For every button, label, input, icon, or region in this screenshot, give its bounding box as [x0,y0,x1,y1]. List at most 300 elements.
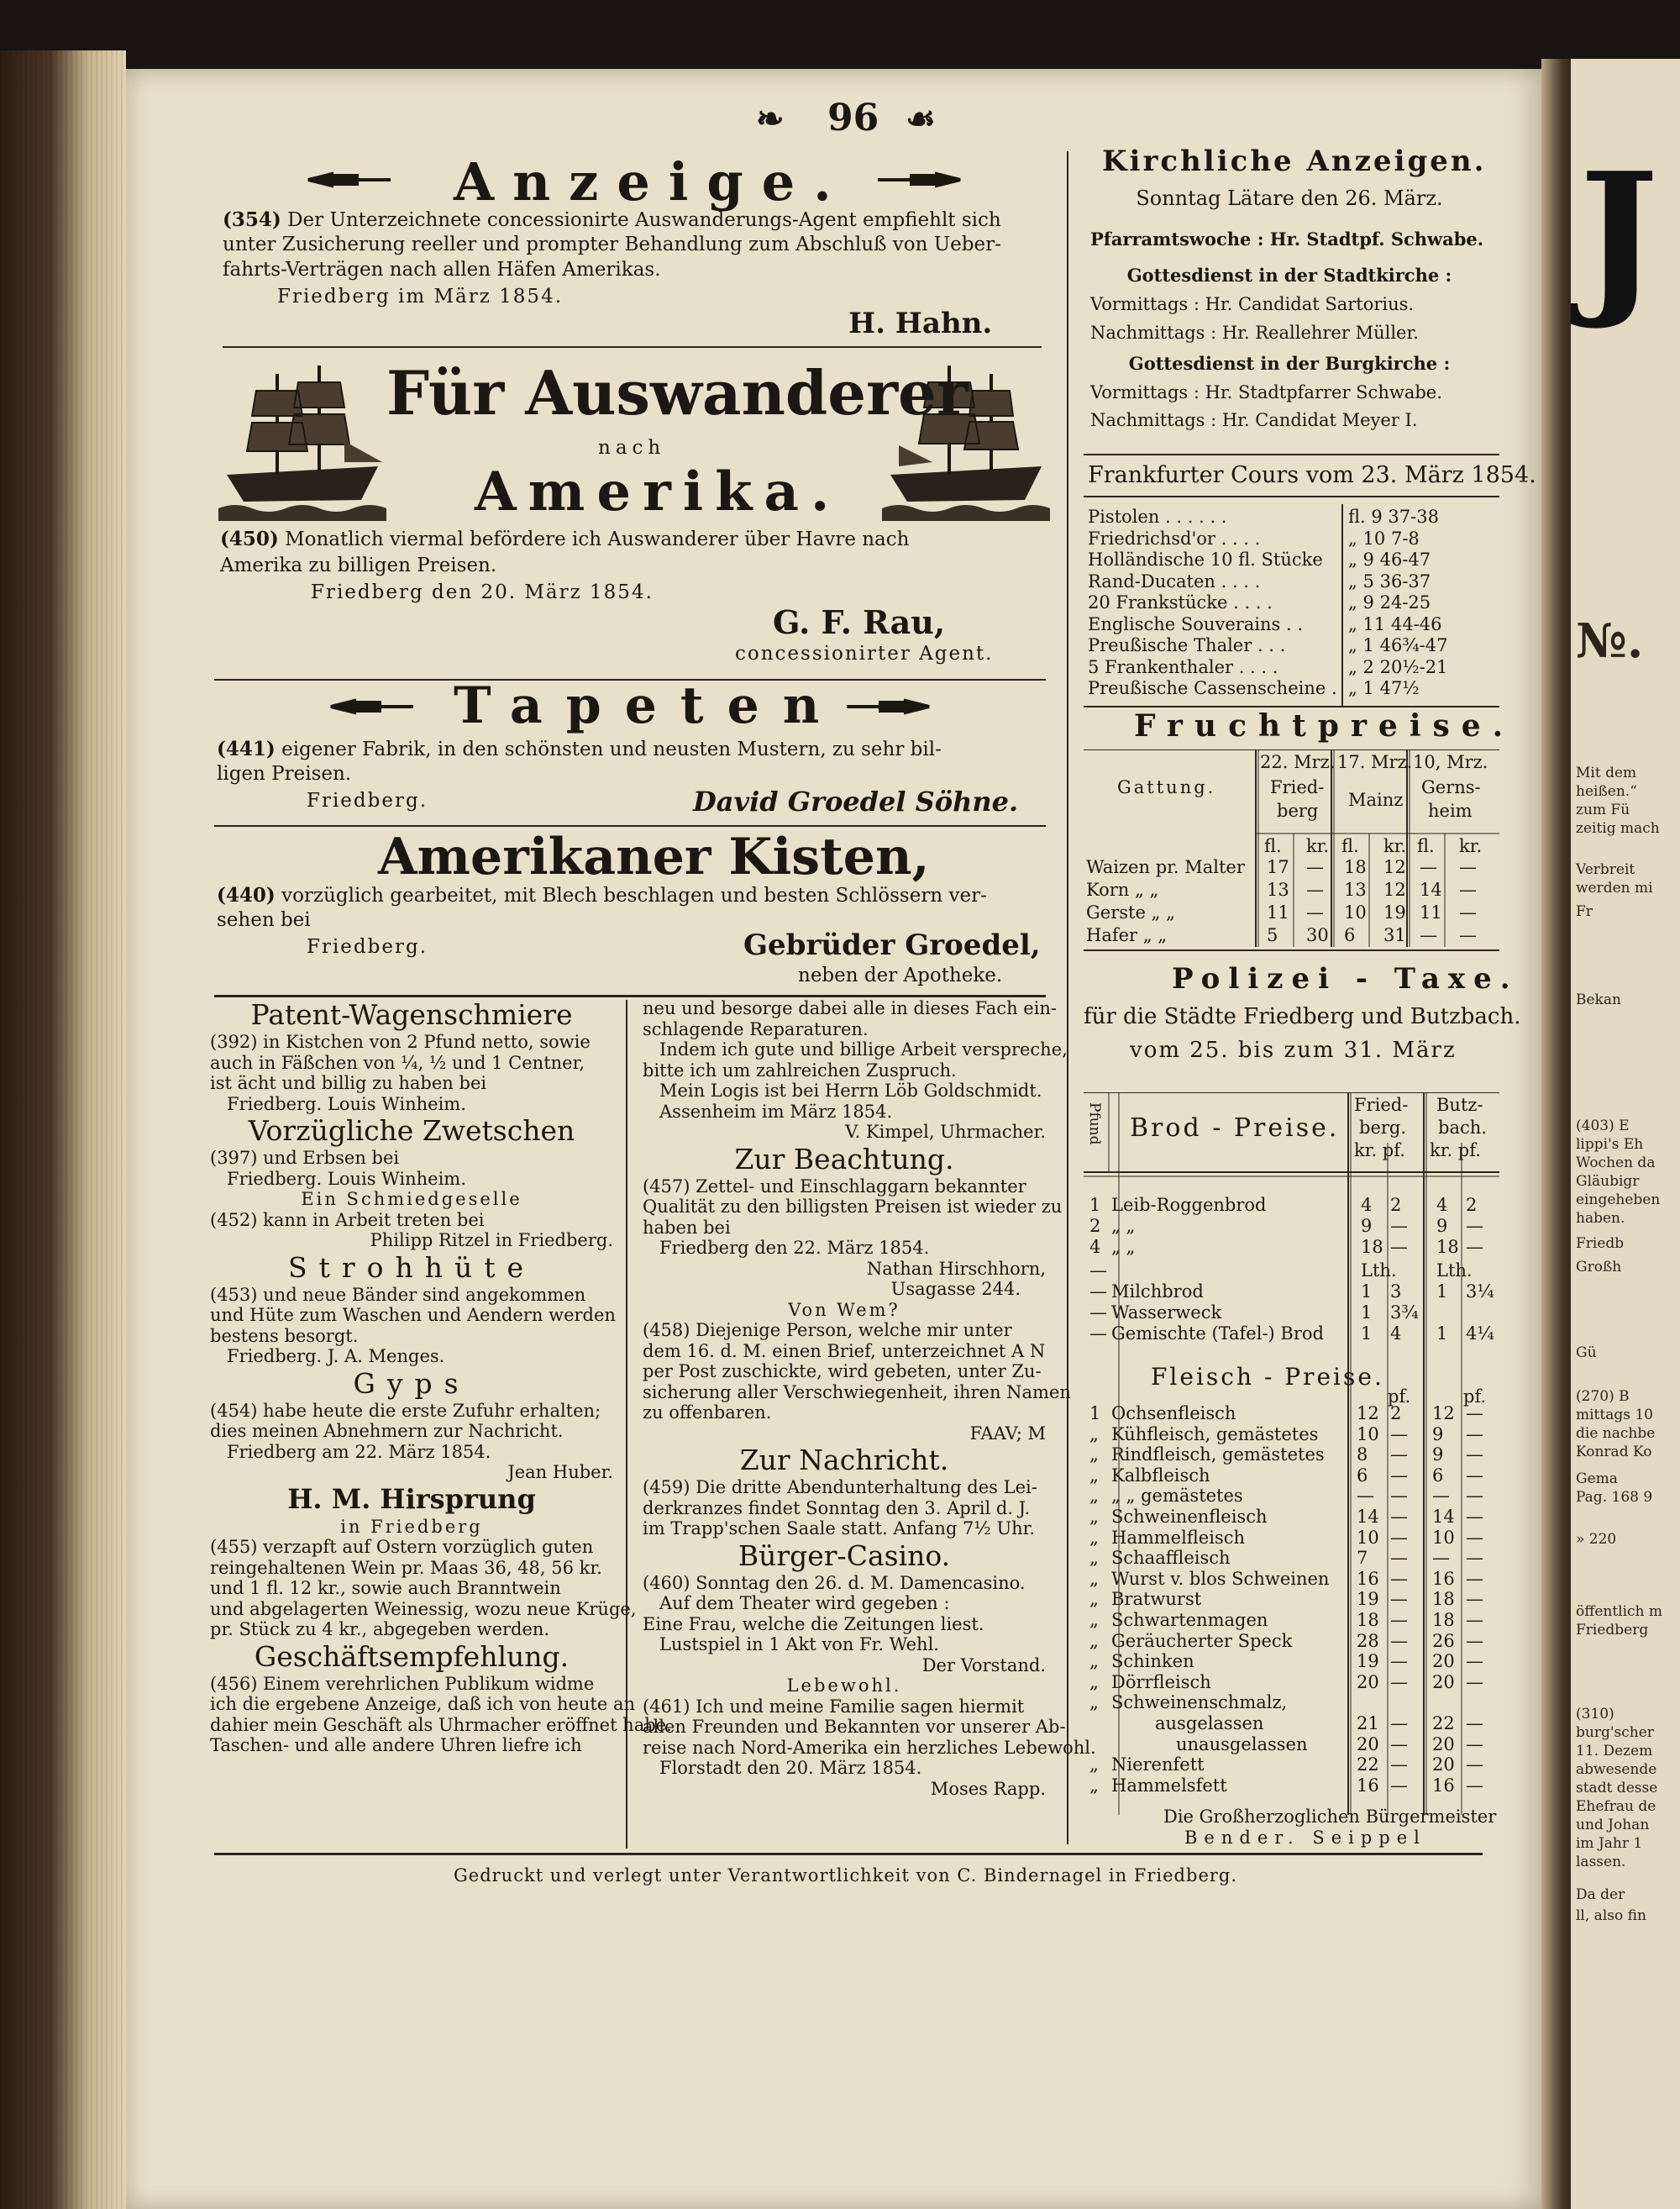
ad-line: dies meinen Abnehmern zur Nachricht. [210,1421,564,1441]
ad-line: Taschen- und alle andere Uhren liefre ich [210,1735,582,1755]
auswanderer-nach: nach [598,437,666,459]
fleisch-cell: 10 [1357,1423,1379,1444]
fleisch-cell: — [1390,1486,1408,1507]
tapeten-title: Tapeten [454,676,843,735]
fleisch-cell: — [1432,1548,1450,1569]
frucht-h1c: berg [1277,801,1319,821]
brod-cell: 9 [1436,1216,1448,1236]
next-page-line: heißen.“ [1576,783,1637,800]
book-page-edges [0,50,126,2209]
fleisch-cell: 26 [1432,1630,1455,1651]
frucht-cell: — [1459,902,1477,923]
ad-line: zu offenbaren. [643,1402,772,1423]
fleisch-cell: 6 [1357,1465,1368,1486]
sailing-ship-left-icon [218,357,386,521]
ad-line: bestens besorgt. [210,1325,359,1346]
separator-rule [214,825,1046,827]
frucht-cell: 5 [1267,925,1278,945]
ad-line: (456) Einem verehrlichen Publikum widme [210,1673,595,1694]
ad-line: (455) verzapft auf Ostern vorzüglich guten [210,1537,594,1557]
separator-rule [1084,949,1499,951]
cours-name: 20 Frankstücke . . . . [1088,592,1273,613]
fleisch-cell: 22 [1432,1713,1455,1733]
frucht-h3b: Gerns- [1421,777,1481,797]
anzeige-title: Anzeige. [454,151,850,213]
fleisch-cell: — [1466,1754,1483,1775]
fleisch-cell: Nierenfett [1111,1754,1205,1775]
brod-cell: Lth. [1436,1260,1473,1281]
ad-line: Eine Frau, welche die Zeitungen liest. [643,1613,984,1634]
pointing-hand-left-icon [329,697,413,716]
frucht-cell: — [1459,925,1477,945]
fleisch-cell: — [1466,1507,1483,1527]
ad-line: (457) Zettel- und Einschlaggarn bekannter [643,1176,1026,1197]
fleisch-cell: 18 [1432,1589,1455,1610]
fleisch-cell: „ [1089,1775,1099,1796]
ad-line: Lebewohl. [786,1675,902,1696]
fleisch-cell: 20 [1432,1733,1455,1754]
cours-value: „ 9 46-47 [1348,550,1431,570]
buergermeister-line: Die Großherzoglichen Bürgermeister [1163,1807,1497,1827]
frucht-h2a: 17. Mrz. [1337,752,1413,772]
next-page-line: Pag. 168 9 [1576,1489,1653,1506]
ad-line: (452) kann in Arbeit treten bei [210,1209,485,1230]
fleisch-cell: — [1390,1651,1408,1672]
fleisch-cell: „ „ gemästetes [1111,1486,1243,1507]
frucht-cell: Korn „ „ [1086,880,1159,900]
fleisch-cell: — [1390,1630,1408,1651]
brod-cell: Milchbrod [1111,1281,1204,1302]
brod-cell: — [1089,1323,1107,1344]
frucht-unit: fl. [1264,836,1282,856]
fleisch-cell: — [1466,1548,1483,1569]
ad-line: Friedberg. Louis Winheim. [227,1168,466,1189]
ad-line: Philipp Ritzel in Friedberg. [370,1230,613,1250]
ad-line: Usagasse 244. [890,1279,1021,1299]
brod-cell: 4 [1436,1195,1448,1215]
polizei-sub2: vom 25. bis zum 31. März [1130,1038,1457,1063]
fleisch-pf: pf. [1388,1386,1411,1407]
separator-rule [214,995,1046,997]
fleisch-cell: 18 [1357,1610,1379,1630]
frucht-cell: — [1306,902,1324,923]
fleisch-cell: — [1466,1713,1483,1733]
fleisch-cell: — [1466,1733,1483,1754]
next-page-line: ll, also fin [1576,1907,1646,1924]
frucht-cell: 19 [1383,902,1406,923]
frucht-h1b: Fried- [1270,777,1325,797]
frucht-title: Fruchtpreise. [1134,708,1515,744]
next-page-line: die nachbe [1576,1425,1656,1442]
pointing-hand-left-icon [307,171,391,189]
ad-line: (459) Die dritte Abendunterhaltung des Lei- [643,1477,1037,1497]
ad-line: pr. Stück zu 4 kr., abgegeben werden. [210,1619,550,1639]
cours-value: fl. 9 37-38 [1348,507,1439,527]
ad-line: Moses Rapp. [930,1778,1046,1799]
frucht-cell: 13 [1344,880,1367,900]
ad-line: Strohhüte [287,1250,536,1284]
brod-cell: 1 [1361,1302,1373,1323]
fleisch-title: Fleisch - Preise. [1151,1363,1384,1391]
brod-cell: Wasserweck [1111,1302,1222,1323]
kisten-title: Amerikaner Kisten, [378,828,930,886]
brod-h-butz: Butz- [1436,1095,1483,1115]
frucht-cell: 18 [1344,857,1367,877]
brod-cell: 1 [1089,1195,1101,1215]
ad-line: bitte ich um zahlreichen Zuspruch. [643,1060,957,1081]
fleisch-cell: 16 [1432,1568,1455,1589]
fleisch-cell: Geräucherter Speck [1111,1630,1293,1651]
fleisch-cell: Wurst v. blos Schweinen [1111,1568,1330,1589]
ad-line: (454) habe heute die erste Zufuhr erhalten; [210,1400,601,1421]
fleisch-cell: — [1390,1507,1408,1527]
fleisch-cell: 16 [1357,1775,1379,1796]
fleisch-cell: ausgelassen [1155,1713,1264,1733]
next-page-line: und Johan [1576,1817,1650,1833]
brod-cell: 2 [1089,1216,1101,1236]
fleisch-cell: „ [1089,1444,1099,1465]
fleisch-cell: „ [1089,1527,1099,1548]
ad-line: Friedberg am 22. März 1854. [227,1441,491,1462]
fleisch-cell: 6 [1432,1465,1444,1486]
frucht-cell: 11 [1267,902,1289,923]
fleisch-cell: — [1466,1651,1483,1672]
next-page-line: eingeheben [1576,1191,1661,1208]
next-page-line: haben. [1576,1210,1625,1227]
ad-line: Nathan Hirschhorn, [866,1258,1046,1279]
fleisch-cell: 1 [1089,1403,1101,1423]
next-page-line: Mit dem [1576,765,1637,781]
column-divider [1067,151,1068,1844]
fleisch-cell: „ [1089,1630,1099,1651]
fleisch-cell: — [1390,1589,1408,1610]
fleisch-cell: — [1466,1671,1483,1692]
fleisch-cell: — [1466,1486,1483,1507]
ad-line: und Hüte zum Waschen und Aendern werden [210,1305,616,1325]
ad-line: Bürger-Casino. [738,1538,951,1572]
fleisch-cell: Ochsenfleisch [1111,1403,1236,1423]
next-page-line: Verbreit [1576,861,1635,878]
kirch-line: Pfarramtswoche : Hr. Stadtpf. Schwabe. [1090,229,1484,250]
fleisch-cell: — [1390,1733,1408,1754]
brod-cell: 1 [1361,1281,1373,1302]
brod-h-krpf-2: kr. pf. [1430,1140,1481,1160]
next-page-line: Großh [1576,1259,1622,1275]
tapeten-text: (441) eigener Fabrik, in den schönsten und neusten Mustern, zu sehr bil- [217,738,942,760]
brod-cell: — [1089,1281,1107,1302]
brod-pfund: Pfund [1086,1102,1103,1145]
fleisch-cell: 16 [1432,1775,1455,1796]
ad-line: (460) Sonntag den 26. d. M. Damencasino. [643,1572,1026,1593]
next-page-line: Bekan [1576,991,1621,1008]
ad-line: Ein Schmiedgeselle [301,1189,522,1209]
cours-name: Rand-Ducaten . . . . [1088,571,1261,592]
separator-rule [1084,496,1499,497]
cours-title: Frankfurter Cours vom 23. März 1854. [1088,462,1536,488]
frucht-cell: 30 [1306,925,1329,945]
cours-value: „ 5 36-37 [1348,571,1431,592]
fleisch-cell: — [1466,1527,1483,1548]
fleisch-cell: — [1390,1527,1408,1548]
frucht-unit: kr. [1459,836,1483,856]
fleisch-cell: Schweinenfleisch [1111,1507,1268,1527]
cours-name: Preußische Thaler . . . [1088,635,1286,655]
fleisch-cell: — [1466,1423,1483,1444]
kisten-address: neben der Apotheke. [798,965,1003,986]
fleisch-cell: 21 [1357,1713,1379,1733]
brod-cell: 4¼ [1466,1323,1494,1344]
next-page-line: 11. Dezem [1576,1743,1653,1759]
frucht-h1a: 22. Mrz. [1260,752,1336,772]
fleisch-cell: — [1390,1465,1408,1486]
fleisch-cell: Dörrfleisch [1111,1671,1211,1692]
brod-title: Brod - Preise. [1130,1113,1340,1143]
fleisch-cell: — [1390,1548,1408,1569]
cours-name: Friedrichsd'or . . . . [1088,528,1261,549]
fleisch-cell: Schweinenschmalz, [1111,1692,1288,1713]
brod-cell: Gemischte (Tafel-) Brod [1111,1323,1324,1344]
frucht-cell: — [1420,857,1437,877]
next-page-line: stadt desse [1576,1780,1658,1796]
kirch-line: Vormittags : Hr. Stadtpfarrer Schwabe. [1090,382,1442,402]
brod-cell: — [1390,1237,1408,1257]
fleisch-cell: 28 [1357,1630,1379,1651]
anzeige-signature: H. Hahn. [848,307,993,340]
separator-rule [1084,454,1499,455]
brod-h-fried: Fried- [1354,1095,1409,1115]
ad-line: haben bei [643,1217,731,1238]
next-page-line: Gü [1576,1344,1597,1361]
kisten-place: Friedberg. [307,936,428,958]
fleisch-cell: — [1390,1713,1408,1733]
brod-cell: 3¾ [1390,1302,1419,1323]
kisten-signature: Gebrüder Groedel, [743,928,1041,962]
fleisch-cell: Schaaffleisch [1111,1548,1231,1569]
next-page-line: mittags 10 [1576,1407,1653,1423]
frucht-cell: — [1306,857,1324,877]
fleisch-cell: 19 [1357,1651,1379,1672]
kirch-line: Vormittags : Hr. Candidat Sartorius. [1090,294,1415,314]
auswanderer-agent: concessionirter Agent. [735,643,994,665]
fleisch-cell: „ [1089,1671,1099,1692]
anzeige-date: Friedberg im März 1854. [277,286,564,308]
kirch-line: Nachmittags : Hr. Reallehrer Müller. [1090,323,1419,343]
tapeten-text-2: ligen Preisen. [217,763,352,785]
pointing-hand-right-icon [878,171,962,189]
frucht-cell: Gerste „ „ [1086,902,1175,923]
next-page-line: (270) B [1576,1388,1630,1405]
brod-h-krpf: kr. pf. [1354,1140,1405,1160]
next-page-line: abwesende [1576,1761,1657,1778]
anzeige-text: (354) Der Unterzeichnete concessionirte Auswanderungs-Agent empfiehlt sich [223,208,1001,231]
brod-cell: — [1089,1260,1107,1281]
next-page-line: Konrad Ko [1576,1444,1652,1460]
cours-name: Holländische 10 fl. Stücke [1088,550,1323,570]
ad-line: (397) und Erbsen bei [210,1148,400,1168]
brod-cell: Lth. [1361,1260,1397,1281]
frucht-h3a: 10, Mrz. [1413,752,1488,772]
next-page-line: Gläubigr [1576,1173,1640,1190]
anzeige-text-3: fahrts-Verträgen nach allen Häfen Amerikas. [223,259,661,281]
ad-line: (458) Diejenige Person, welche mir unter [643,1320,1012,1340]
brod-cell: 1 [1361,1323,1373,1344]
ad-line: V. Kimpel, Uhrmacher. [845,1122,1046,1142]
ad-line: (392) in Kistchen von 2 Pfund netto, sowie [210,1032,591,1052]
frucht-cell: 13 [1267,880,1289,900]
ad-line: H. M. Hirsprung [287,1482,536,1515]
ad-line: FAAV; M [969,1423,1046,1444]
brod-cell: 18 [1361,1237,1383,1257]
fleisch-cell: Hammelsfett [1111,1775,1227,1796]
fleisch-cell: — [1390,1754,1408,1775]
anzeige-text-2: unter Zusicherung reeller und prompter Behandlung zum Abschluß von Ueber- [223,234,1001,255]
brod-cell: 4 [1390,1323,1402,1344]
next-page-line: Wochen da [1576,1154,1656,1171]
frucht-cell: Waizen pr. Malter [1086,857,1245,877]
tapeten-place: Friedberg. [307,790,428,812]
fleisch-cell: 20 [1357,1671,1379,1692]
brod-cell: „ „ [1111,1216,1136,1236]
kisten-text-2: sehen bei [217,909,311,931]
fleisch-cell: 22 [1357,1754,1379,1775]
ad-line: Der Vorstand. [921,1654,1046,1675]
fleisch-cell: 16 [1357,1568,1379,1589]
brod-cell: 2 [1390,1195,1402,1215]
fleisch-cell: „ [1089,1589,1099,1610]
fleisch-cell: 14 [1432,1507,1455,1527]
ad-line: Von Wem? [788,1299,900,1320]
ad-line: Zur Nachricht. [739,1444,949,1476]
next-page-line: (310) [1576,1706,1614,1722]
frucht-cell: 11 [1420,902,1442,923]
cours-name: Preußische Cassenscheine . [1088,678,1337,698]
frucht-cell: 6 [1344,925,1356,945]
fleisch-cell: unausgelassen [1176,1733,1308,1754]
brod-cell: 9 [1361,1216,1373,1236]
frucht-cell: — [1459,857,1477,877]
fleisch-cell: 12 [1357,1403,1379,1423]
frucht-cell: 31 [1383,925,1406,945]
ad-line: auch in Fäßchen von ¼, ½ und 1 Centner, [210,1052,585,1073]
cours-value: „ 9 24-25 [1348,592,1431,613]
fleisch-cell: Schwartenmagen [1111,1610,1268,1630]
next-page-line: im Jahr 1 [1576,1835,1643,1852]
fleisch-cell: Kalbfleisch [1111,1465,1210,1486]
brod-cell: „ „ [1111,1237,1136,1257]
fleisch-cell: 18 [1432,1610,1455,1630]
fleisch-cell: „ [1089,1465,1099,1486]
fleisch-cell: Rindfleisch, gemästetes [1111,1444,1325,1465]
cours-name: Englische Souverains . . [1088,613,1304,634]
ad-line: allen Freunden und Bekannten vor unserer Ab- [643,1717,1066,1737]
ad-line: dem 16. d. M. einen Brief, unterzeichnet A N [643,1340,1046,1361]
cours-value: „ 11 44-46 [1348,613,1442,634]
frucht-cell: 12 [1383,857,1406,877]
fleisch-cell: — [1390,1671,1408,1692]
fleisch-cell: „ [1089,1754,1099,1775]
cours-name: 5 Frankenthaler . . . . [1088,656,1278,677]
separator-rule [223,346,1042,348]
printer-footer: Gedruckt und verlegt unter Verantwortlichkeit von C. Bindernagel in Friedberg. [454,1865,1238,1886]
auswanderer-title: Für Auswanderer [386,357,969,429]
fleisch-cell: 20 [1432,1651,1455,1672]
next-page-line: Fr [1576,903,1593,920]
frucht-cell: — [1306,880,1324,900]
page-ornament-left: ❧ [756,99,785,139]
fleisch-cell: 2 [1390,1403,1402,1423]
fleisch-cell: — [1432,1486,1450,1507]
frucht-unit: kr. [1383,836,1407,856]
brod-cell: 2 [1466,1195,1478,1215]
fleisch-cell: — [1466,1630,1483,1651]
fleisch-cell: — [1466,1775,1483,1796]
kirch-line: Gottesdienst in der Stadtkirche : [1126,265,1452,286]
cours-value: „ 1 46¾-47 [1348,635,1448,655]
next-page-line: lassen. [1576,1854,1626,1870]
frucht-gattung: Gattung. [1117,777,1216,797]
frucht-cell: — [1459,880,1477,900]
cours-value: „ 10 7-8 [1348,528,1420,549]
frucht-cell: 12 [1383,880,1406,900]
auswanderer-text: (450) Monatlich viermal befördere ich Auswanderer über Havre nach [220,528,910,550]
ad-line: Florstadt den 20. März 1854. [659,1758,922,1778]
fleisch-cell: 20 [1432,1671,1455,1692]
auswanderer-amerika: Amerika. [475,460,842,523]
ad-line: Auf dem Theater wird gegeben : [659,1593,950,1613]
kirch-line: Nachmittags : Hr. Candidat Meyer I. [1090,410,1418,430]
fleisch-cell: — [1390,1610,1408,1630]
brod-cell: 3 [1390,1281,1402,1302]
fleisch-cell: 12 [1432,1403,1455,1423]
frucht-h3c: heim [1428,801,1473,821]
ad-line: Geschäftsempfehlung. [254,1639,570,1673]
fleisch-cell: Kühfleisch, gemästetes [1111,1423,1319,1444]
fleisch-cell: „ [1089,1507,1099,1527]
fleisch-cell: — [1466,1403,1483,1423]
next-page-line: » 220 [1576,1531,1617,1548]
buergermeister-names: Bender. Seippel [1184,1828,1426,1848]
next-page-line: zeitig mach [1576,820,1660,837]
next-page-line: Friedberg [1576,1622,1649,1638]
frucht-unit: fl. [1341,836,1359,856]
ad-line: und abgelagerten Weinessig, wozu neue Krüge, [210,1598,637,1619]
page-ornament-right: ☙ [906,99,936,139]
next-page-line: Da der [1576,1886,1625,1903]
cours-name: Pistolen . . . . . . [1088,507,1227,527]
ad-line: dahier mein Geschäft als Uhrmacher eröffnet habe. [210,1714,672,1735]
fleisch-cell: — [1466,1465,1483,1486]
ad-line: Qualität zu den billigsten Preisen ist wieder zu [643,1197,1063,1217]
brod-cell: 4 [1361,1195,1373,1215]
next-page-number-mark: №. [1576,613,1644,669]
frucht-h2b: Mainz [1348,790,1404,810]
frucht-cell: 14 [1420,880,1442,900]
brod-cell: 3¼ [1466,1281,1494,1302]
fleisch-pf-2: pf. [1463,1386,1487,1407]
brod-cell: 18 [1436,1237,1459,1257]
brod-cell: 1 [1436,1323,1448,1344]
tapeten-signature: David Groedel Söhne. [693,786,1019,818]
fleisch-cell: 20 [1432,1754,1455,1775]
frucht-cell: 17 [1267,857,1289,877]
next-page-line: Gema [1576,1470,1618,1487]
fleisch-cell: Schinken [1111,1651,1194,1672]
ad-line: und 1 fl. 12 kr., sowie auch Branntwein [210,1578,561,1598]
ad-line: Vorzügliche Zwetschen [248,1114,575,1147]
ad-line: Friedberg. J. A. Menges. [227,1346,445,1366]
book-gutter [1541,59,1575,2209]
ad-line: per Post zuschickte, wird gebeten, unter Zu- [643,1361,1042,1381]
